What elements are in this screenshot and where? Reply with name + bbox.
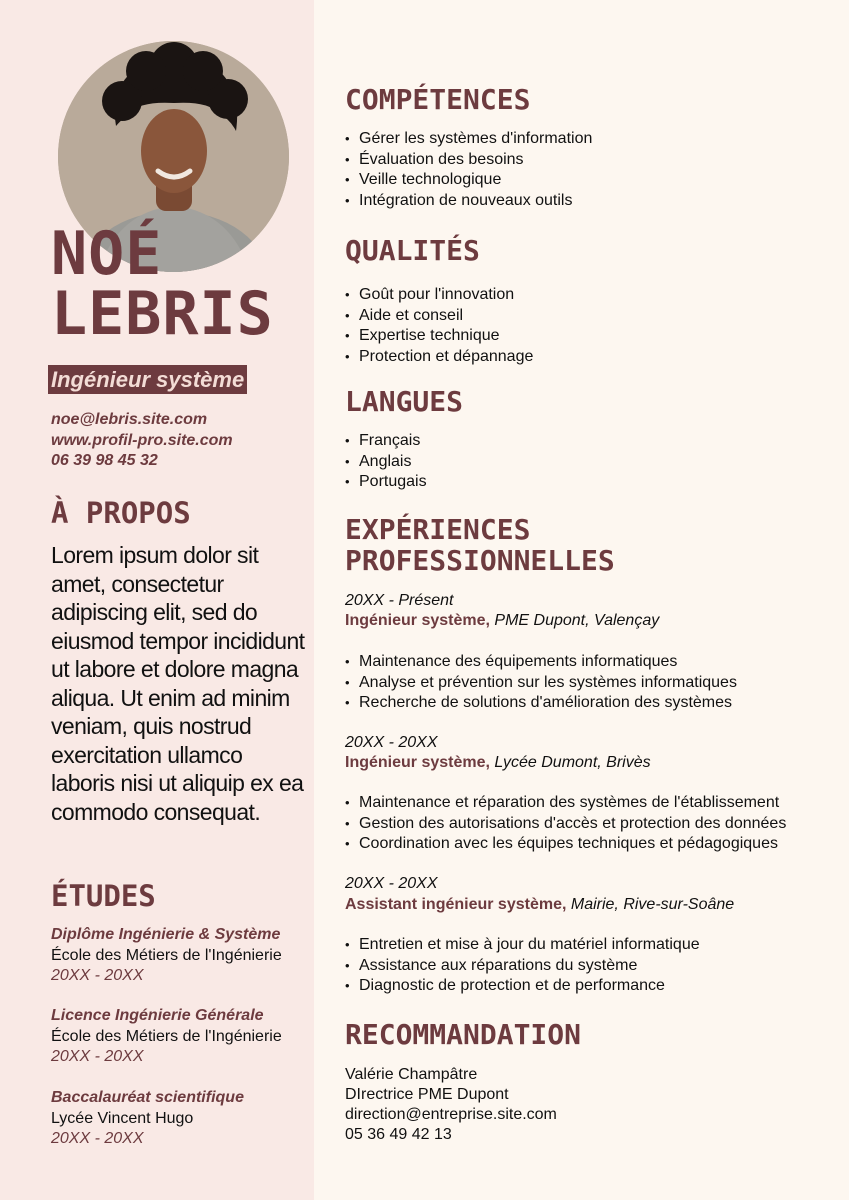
experience-period: 20XX - 20XX bbox=[345, 734, 438, 751]
about-heading: À PROPOS bbox=[51, 496, 191, 530]
company-name: Lycée Dumont, Brivès bbox=[489, 754, 651, 771]
list-item: • Entretien et mise à jour du matériel informatique bbox=[345, 935, 700, 956]
degree-title: Licence Ingénierie Générale bbox=[51, 1007, 264, 1024]
role-title: Assistant ingénieur système, bbox=[345, 896, 567, 913]
languages-heading: LANGUES bbox=[345, 385, 464, 418]
full-name bbox=[51, 219, 274, 349]
list-item: • Maintenance et réparation des systèmes de l'établissement bbox=[345, 793, 786, 814]
experience-role bbox=[345, 895, 734, 916]
company-name: PME Dupont, Valençay bbox=[489, 612, 660, 629]
experience-heading-line1: EXPÉRIENCES bbox=[345, 513, 531, 546]
role-title: Ingénieur système, bbox=[345, 754, 490, 771]
school-name: Lycée Vincent Hugo bbox=[51, 1109, 194, 1127]
experience-role bbox=[345, 611, 659, 632]
list-item: • Analyse et prévention sur les systèmes informatiques bbox=[345, 673, 737, 694]
recommender-position: DIrectrice PME Dupont bbox=[345, 1086, 509, 1103]
recommender-phone: 05 36 49 42 13 bbox=[345, 1126, 452, 1143]
recommender-name: Valérie Champâtre bbox=[345, 1066, 478, 1083]
school-name: École des Métiers de l'Ingénierie bbox=[51, 1027, 282, 1045]
contact-info bbox=[51, 410, 233, 472]
list-item: • Gérer les systèmes d'information bbox=[345, 129, 592, 150]
experience-heading-line2: PROFESSIONNELLES bbox=[345, 544, 615, 577]
study-years: 20XX - 20XX bbox=[51, 1130, 144, 1147]
job-title: Ingénieur système bbox=[48, 365, 247, 394]
experience-role bbox=[345, 753, 651, 774]
qualities-list bbox=[345, 285, 533, 367]
list-item: • Intégration de nouveaux outils bbox=[345, 191, 592, 212]
list-item: • Français bbox=[345, 431, 427, 452]
experience-period: 20XX - 20XX bbox=[345, 875, 438, 892]
website-link[interactable]: www.profil-pro.site.com bbox=[51, 431, 233, 449]
role-title: Ingénieur système, bbox=[345, 612, 490, 629]
study-years: 20XX - 20XX bbox=[51, 967, 144, 984]
languages-list bbox=[345, 431, 427, 493]
about-text: Lorem ipsum dolor sit amet, consectetur adipiscing elit, sed do eiusmod tempor incididunt ut labore et dolore magna aliqua. Ut enim ad minim veniam, quis nostrud exercitation ullamco laboris nisi ut aliquip ex ea commodo consequat. bbox=[51, 542, 305, 825]
list-item: • Évaluation des besoins bbox=[345, 150, 592, 171]
task-list bbox=[345, 935, 700, 997]
list-item: • Coordination avec les équipes techniques et pédagogiques bbox=[345, 834, 786, 855]
experience-period: 20XX - Présent bbox=[345, 592, 454, 609]
education-item bbox=[51, 1088, 244, 1150]
list-item: • Diagnostic de protection et de performance bbox=[345, 976, 700, 997]
email-link[interactable]: noe@lebris.site.com bbox=[51, 411, 208, 428]
skills-list bbox=[345, 129, 592, 211]
skills-heading: COMPÉTENCES bbox=[345, 83, 531, 116]
task-list bbox=[345, 652, 737, 714]
list-item: • Anglais bbox=[345, 452, 427, 473]
education-item bbox=[51, 925, 282, 987]
school-name: École des Métiers de l'Ingénierie bbox=[51, 946, 282, 964]
list-item: • Veille technologique bbox=[345, 170, 592, 191]
list-item: • Protection et dépannage bbox=[345, 347, 533, 368]
recommendation-heading: RECOMMANDATION bbox=[345, 1018, 582, 1051]
list-item: • Gestion des autorisations d'accès et protection des données bbox=[345, 814, 786, 835]
degree-title: Baccalauréat scientifique bbox=[51, 1089, 244, 1106]
qualities-heading: QUALITÉS bbox=[345, 234, 480, 267]
list-item: • Maintenance des équipements informatiques bbox=[345, 652, 737, 673]
experience-heading bbox=[345, 514, 615, 576]
list-item: • Portugais bbox=[345, 472, 427, 493]
list-item: • Assistance aux réparations du système bbox=[345, 956, 700, 977]
education-item bbox=[51, 1006, 282, 1068]
list-item: • Expertise technique bbox=[345, 326, 533, 347]
recommendation-block bbox=[345, 1065, 557, 1145]
study-years: 20XX - 20XX bbox=[51, 1048, 144, 1065]
recommender-email[interactable]: direction@entreprise.site.com bbox=[345, 1106, 557, 1123]
list-item: • Goût pour l'innovation bbox=[345, 285, 533, 306]
degree-title: Diplôme Ingénierie & Système bbox=[51, 926, 281, 943]
list-item: • Aide et conseil bbox=[345, 306, 533, 327]
company-name: Mairie, Rive-sur-Soâne bbox=[566, 896, 735, 913]
phone-number: 06 39 98 45 32 bbox=[51, 452, 158, 469]
last-name: LEBRIS bbox=[51, 279, 274, 349]
list-item: • Recherche de solutions d'amélioration des systèmes bbox=[345, 693, 737, 714]
education-heading: ÉTUDES bbox=[51, 879, 156, 913]
task-list bbox=[345, 793, 786, 855]
first-name: NOÉ bbox=[51, 219, 163, 289]
